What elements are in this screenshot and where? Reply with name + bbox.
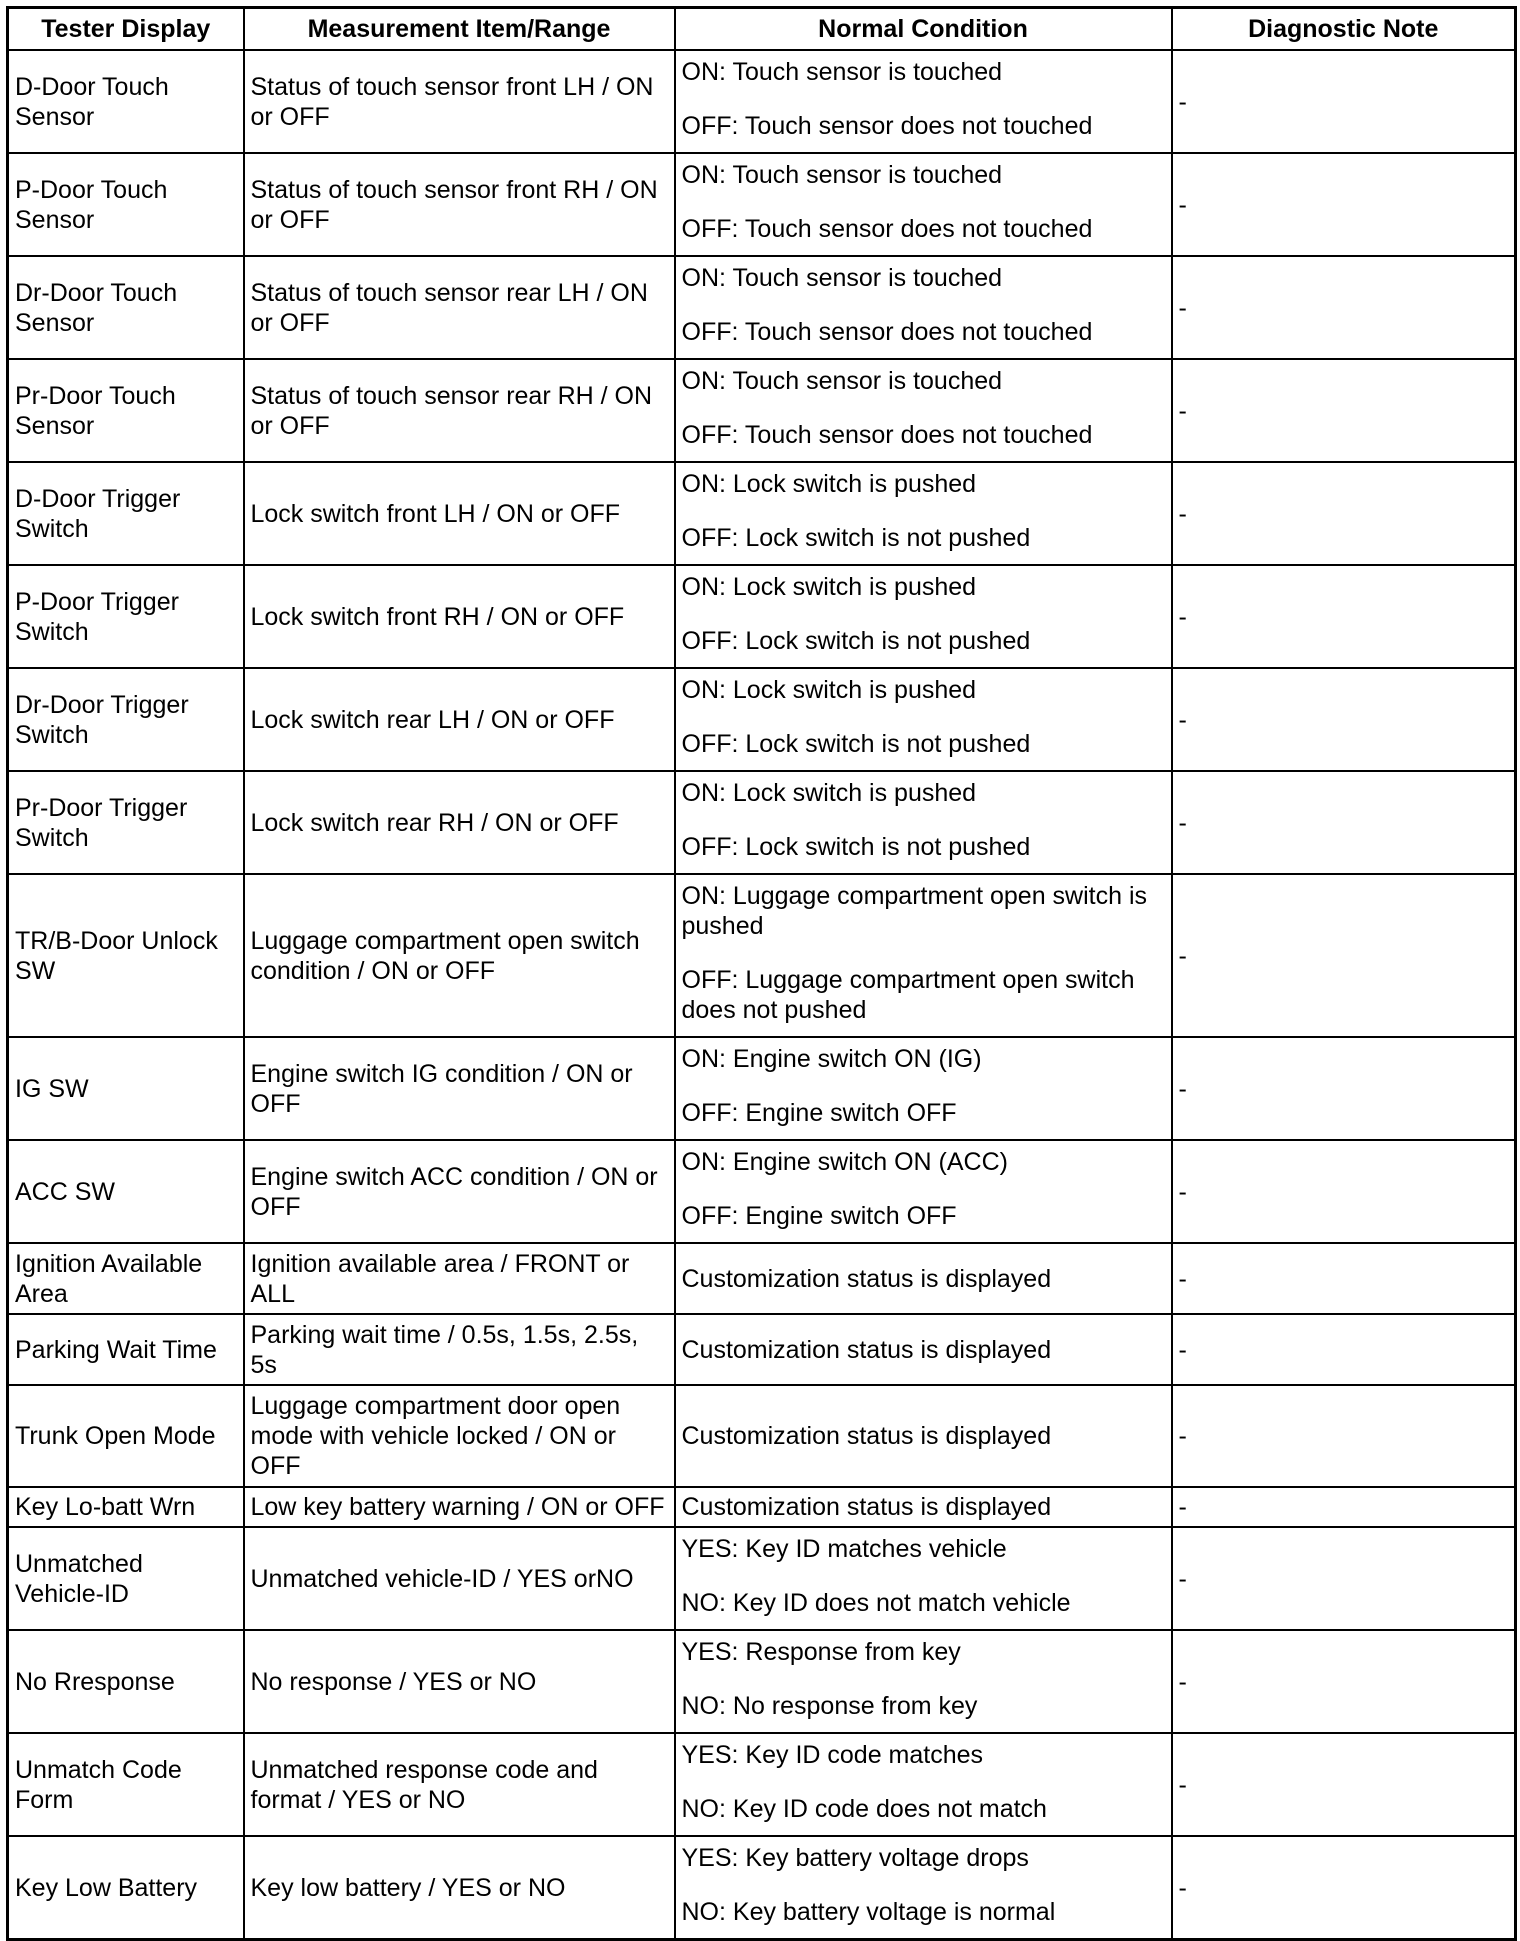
table-row (8, 256, 1516, 359)
note-cell: - (1172, 1243, 1516, 1314)
condition-on: YES: Key ID matches vehicle (681, 1535, 1007, 1563)
table-row (8, 1243, 1516, 1314)
condition-cell (675, 462, 1172, 565)
tester-display-cell: TR/B-Door Unlock SW (8, 874, 244, 1037)
condition-on: ON: Lock switch is pushed (681, 470, 977, 498)
condition-on: ON: Touch sensor is touched (681, 161, 1003, 189)
condition-on: ON: Luggage compartment open switch is pushed (681, 882, 1148, 940)
condition-off: OFF: Touch sensor does not touched (681, 215, 1093, 243)
measurement-cell: Unmatched vehicle-ID / YES orNO (244, 1527, 675, 1630)
measurement-cell: Status of touch sensor rear RH / ON or OFF (244, 359, 675, 462)
header-row (8, 8, 1516, 51)
condition-off: OFF: Engine switch OFF (681, 1202, 957, 1230)
condition-on: YES: Response from key (681, 1638, 961, 1666)
table-row (8, 1733, 1516, 1836)
condition-on: YES: Key battery voltage drops (681, 1844, 1029, 1872)
note-cell: - (1172, 359, 1516, 462)
condition-cell (675, 1037, 1172, 1140)
note-cell: - (1172, 256, 1516, 359)
tester-display-cell: Trunk Open Mode (8, 1385, 244, 1487)
condition-off: NO: Key ID code does not match (681, 1795, 1047, 1823)
note-cell: - (1172, 565, 1516, 668)
condition-cell (675, 50, 1172, 153)
measurement-cell: Parking wait time / 0.5s, 1.5s, 2.5s, 5s (244, 1314, 675, 1385)
table-row (8, 1630, 1516, 1733)
condition-on: ON: Lock switch is pushed (681, 676, 977, 704)
table-row (8, 565, 1516, 668)
table-row (8, 462, 1516, 565)
table-row (8, 874, 1516, 1037)
tester-display-cell: Dr-Door Trigger Switch (8, 668, 244, 771)
note-cell: - (1172, 50, 1516, 153)
note-cell: - (1172, 771, 1516, 874)
note-cell: - (1172, 1140, 1516, 1243)
condition-on: ON: Touch sensor is touched (681, 264, 1003, 292)
condition-off: OFF: Luggage compartment open switch does not pushed (681, 966, 1135, 1024)
measurement-cell: Lock switch front RH / ON or OFF (244, 565, 675, 668)
condition-off: NO: Key ID does not match vehicle (681, 1589, 1071, 1617)
measurement-cell: Luggage compartment open switch condition / ON or OFF (244, 874, 675, 1037)
note-cell: - (1172, 1037, 1516, 1140)
tester-display-cell: No Rresponse (8, 1630, 244, 1733)
condition-on: ON: Lock switch is pushed (681, 573, 977, 601)
condition-off: OFF: Touch sensor does not touched (681, 112, 1093, 140)
table-row (8, 1140, 1516, 1243)
tester-display-cell: P-Door Touch Sensor (8, 153, 244, 256)
table-row (8, 771, 1516, 874)
condition-cell (675, 668, 1172, 771)
condition-off: OFF: Touch sensor does not touched (681, 318, 1093, 346)
condition-cell (675, 359, 1172, 462)
condition-cell (675, 256, 1172, 359)
condition-off: NO: Key battery voltage is normal (681, 1898, 1056, 1926)
measurement-cell: Lock switch rear LH / ON or OFF (244, 668, 675, 771)
tester-display-cell: Key Low Battery (8, 1836, 244, 1940)
condition-cell (675, 1836, 1172, 1940)
condition-on: ON: Engine switch ON (ACC) (681, 1148, 1008, 1176)
condition-off: NO: No response from key (681, 1692, 978, 1720)
tester-display-cell: Pr-Door Touch Sensor (8, 359, 244, 462)
table-row (8, 359, 1516, 462)
tester-display-cell: IG SW (8, 1037, 244, 1140)
condition-cell: Customization status is displayed (675, 1487, 1172, 1527)
condition-cell: Customization status is displayed (675, 1385, 1172, 1487)
diagnostic-table (6, 6, 1517, 1941)
measurement-cell: Engine switch IG condition / ON or OFF (244, 1037, 675, 1140)
tester-display-cell: Parking Wait Time (8, 1314, 244, 1385)
condition-cell (675, 1527, 1172, 1630)
condition-off: OFF: Lock switch is not pushed (681, 524, 1031, 552)
condition-cell (675, 771, 1172, 874)
tester-display-cell: Pr-Door Trigger Switch (8, 771, 244, 874)
tester-display-cell: Unmatch Code Form (8, 1733, 244, 1836)
note-cell: - (1172, 462, 1516, 565)
condition-cell (675, 1140, 1172, 1243)
condition-cell (675, 874, 1172, 1037)
measurement-cell: Status of touch sensor front RH / ON or OFF (244, 153, 675, 256)
tester-display-cell: D-Door Touch Sensor (8, 50, 244, 153)
table-row (8, 668, 1516, 771)
measurement-cell: No response / YES or NO (244, 1630, 675, 1733)
measurement-cell: Status of touch sensor front LH / ON or OFF (244, 50, 675, 153)
condition-on: ON: Lock switch is pushed (681, 779, 977, 807)
tester-display-cell: Dr-Door Touch Sensor (8, 256, 244, 359)
tester-display-cell: D-Door Trigger Switch (8, 462, 244, 565)
condition-off: OFF: Lock switch is not pushed (681, 730, 1031, 758)
condition-off: OFF: Lock switch is not pushed (681, 627, 1031, 655)
tester-display-cell: Unmatched Vehicle-ID (8, 1527, 244, 1630)
tester-display-cell: Key Lo-batt Wrn (8, 1487, 244, 1527)
header-tester-display: Tester Display (8, 8, 244, 51)
note-cell: - (1172, 1527, 1516, 1630)
header-measurement-item: Measurement Item/Range (244, 8, 675, 51)
header-normal-condition: Normal Condition (675, 8, 1172, 51)
note-cell: - (1172, 1487, 1516, 1527)
table-row (8, 1836, 1516, 1940)
note-cell: - (1172, 874, 1516, 1037)
measurement-cell: Lock switch front LH / ON or OFF (244, 462, 675, 565)
tester-display-cell: P-Door Trigger Switch (8, 565, 244, 668)
condition-cell (675, 153, 1172, 256)
tester-display-cell: ACC SW (8, 1140, 244, 1243)
table-row (8, 1385, 1516, 1487)
condition-off: OFF: Engine switch OFF (681, 1099, 957, 1127)
measurement-cell: Status of touch sensor rear LH / ON or OFF (244, 256, 675, 359)
note-cell: - (1172, 1836, 1516, 1940)
measurement-cell: Lock switch rear RH / ON or OFF (244, 771, 675, 874)
measurement-cell: Luggage compartment door open mode with vehicle locked / ON or OFF (244, 1385, 675, 1487)
measurement-cell: Ignition available area / FRONT or ALL (244, 1243, 675, 1314)
measurement-cell: Key low battery / YES or NO (244, 1836, 675, 1940)
condition-on: ON: Touch sensor is touched (681, 367, 1003, 395)
note-cell: - (1172, 668, 1516, 771)
note-cell: - (1172, 153, 1516, 256)
table-row (8, 1487, 1516, 1527)
condition-off: OFF: Touch sensor does not touched (681, 421, 1093, 449)
table-row (8, 1314, 1516, 1385)
note-cell: - (1172, 1630, 1516, 1733)
measurement-cell: Low key battery warning / ON or OFF (244, 1487, 675, 1527)
table-row (8, 1037, 1516, 1140)
condition-cell (675, 565, 1172, 668)
condition-on: YES: Key ID code matches (681, 1741, 984, 1769)
tester-display-cell: Ignition Available Area (8, 1243, 244, 1314)
condition-cell (675, 1733, 1172, 1836)
measurement-cell: Engine switch ACC condition / ON or OFF (244, 1140, 675, 1243)
note-cell: - (1172, 1314, 1516, 1385)
condition-cell: Customization status is displayed (675, 1243, 1172, 1314)
table-row (8, 153, 1516, 256)
condition-cell: Customization status is displayed (675, 1314, 1172, 1385)
table-row (8, 50, 1516, 153)
table-row (8, 1527, 1516, 1630)
condition-on: ON: Engine switch ON (IG) (681, 1045, 982, 1073)
header-diagnostic-note: Diagnostic Note (1172, 8, 1516, 51)
condition-cell (675, 1630, 1172, 1733)
note-cell: - (1172, 1733, 1516, 1836)
condition-off: OFF: Lock switch is not pushed (681, 833, 1031, 861)
condition-on: ON: Touch sensor is touched (681, 58, 1003, 86)
note-cell: - (1172, 1385, 1516, 1487)
measurement-cell: Unmatched response code and format / YES or NO (244, 1733, 675, 1836)
